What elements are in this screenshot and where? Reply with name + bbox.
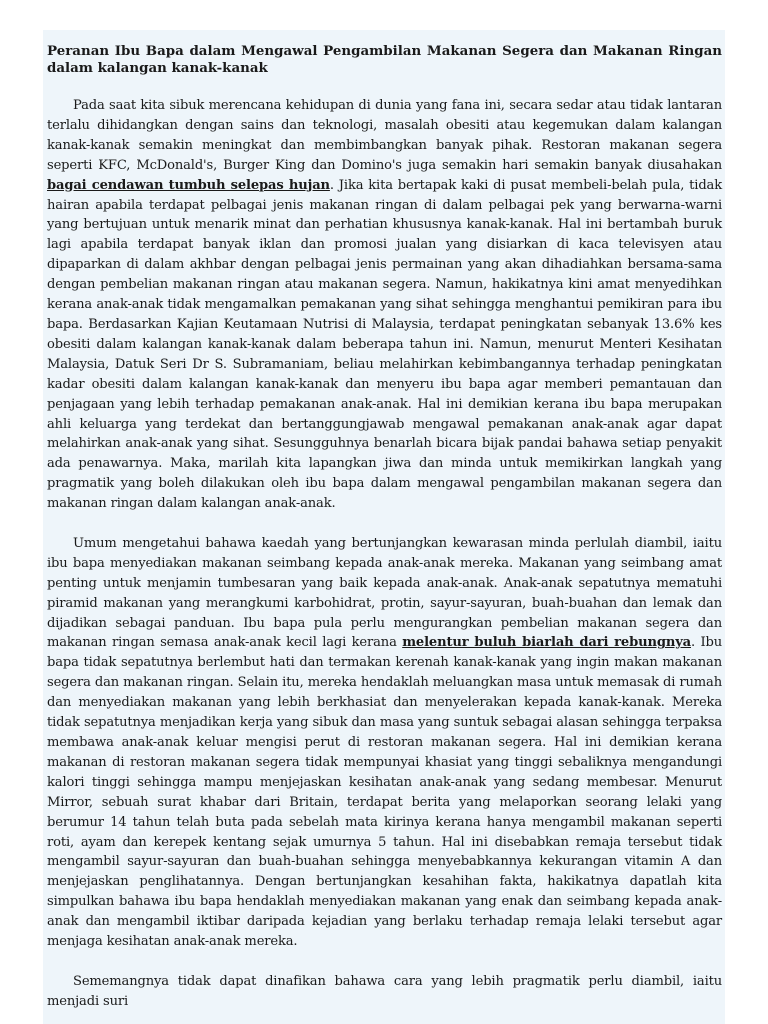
paragraph-1-text-end: . Jika kita bertapak kaki di pusat membeli-belah pula, tidak hairan apabila terdapat pelbagai jenis makanan ringan di dalam pelbagai pek yang berwarna-warni yang bertujuan untuk menarik minat dan perhatian khususnya kanak-kanak. Hal ini bertambah buruk lagi apabila terdapat banyak iklan dan promosi jualan yang disiarkan di kaca televisyen atau dipaparkan di dalam akhbar dengan pelbagai jenis permainan yang akan dihadiahkan bersama-sama dengan pembelian makanan ringan atau makanan segera. Namun, hakikatnya kini amat menyedihkan kerana anak-anak tidak mengamalkan pemakanan yang sihat sehingga menghantui pemikiran para ibu bapa. Berdasarkan Kajian Keutamaan Nutrisi di Malaysia, terdapat peningkatan sebanyak 13.6% kes obesiti dalam kalangan kanak-kanak dalam beberapa tahun ini. Namun, menurut Menteri Kesihatan Malaysia, Datuk Seri Dr S. Subramaniam, beliau melahirkan kebimbangannya terhadap peningkatan kadar obesiti dalam kalangan kanak-kanak dan menyeru ibu bapa agar memberi pemantauan dan penjagaan yang lebih terhadap pemakanan anak-anak. Hal ini demikian kerana ibu bapa merupakan ahli keluarga yang terdekat dan bertanggungjawab mengawal pemakanan anak-anak agar dapat melahirkan anak-anak yang sihat. Sesungguhnya benarlah bicara bijak pandai bahawa setiap penyakit ada penawarnya. Maka, marilah kita lapangkan jiwa dan minda untuk memikirkan langkah yang pragmatik yang boleh dilakukan oleh ibu bapa dalam mengawal pengambilan makanan segera dan makanan ringan dalam kalangan anak-anak. [47, 177, 722, 512]
paragraph-2 [47, 534, 722, 952]
document-page [43, 30, 725, 1024]
paragraph-1-idiom: bagai cendawan tumbuh selepas hujan [47, 177, 330, 193]
paragraph-3-text-start: Sememangnya tidak dapat dinafikan bahawa cara yang lebih pragmatik perlu diambil, iaitu menjadi suri [47, 973, 722, 1009]
document-body [47, 43, 722, 1024]
paragraph-1-text-start: Pada saat kita sibuk merencana kehidupan di dunia yang fana ini, secara sedar atau tidak lantaran terlalu dihidangkan dengan sains dan teknologi, masalah obesiti atau kegemukan dalam kalangan kanak-kanak semakin meningkat dan membimbangkan banyak pihak. Restoran makanan segera seperti KFC, McDonald's, Burger King dan Domino's juga semakin hari semakin banyak diusahakan [47, 98, 722, 173]
paragraph-2-text-start: Umum mengetahui bahawa kaedah yang bertunjangkan kewarasan minda perlulah diambil, iaitu ibu bapa menyediakan makanan seimbang kepada anak-anak mereka. Makanan yang seimbang amat penting untuk menjamin tumbesaran yang baik kepada anak-anak. Anak-anak sepatutnya mematuhi piramid makanan yang merangkumi karbohidrat, protin, sayur-sayuran, buah-buahan dan lemak dan dijadikan sebagai panduan. Ibu bapa pula perlu mengurangkan pembelian makanan segera dan makanan ringan semasa anak-anak kecil lagi kerana [47, 535, 722, 651]
paragraph-3 [47, 972, 722, 1012]
paragraph-2-text-end: . Ibu bapa tidak sepatutnya berlembut hati dan termakan kerenah kanak-kanak yang ingin makan makanan segera dan makanan ringan. Selain itu, mereka hendaklah meluangkan masa untuk memasak di rumah dan menyediakan makanan yang lebih berkhasiat dan menyelerakan kepada kanak-kanak. Mereka tidak sepatutnya menjadikan kerja yang sibuk dan masa yang suntuk sebagai alasan sehingga terpaksa membawa anak-anak keluar mengisi perut di restoran makanan segera. Hal ini demikian kerana makanan di restoran makanan segera tidak mempunyai khasiat yang tinggi sebaliknya mengandungi kalori tinggi sehingga mampu menjejaskan kesihatan anak-anak yang sedang membesar. Menurut Mirror, sebuah surat khabar dari Britain, terdapat berita yang melaporkan seorang lelaki yang berumur 14 tahun telah buta pada sebelah mata kirinya kerana hanya mengambil makanan seperti roti, ayam dan kerepek kentang sejak umurnya 5 tahun. Hal ini disebabkan remaja tersebut tidak mengambil sayur-sayuran dan buah-buahan sehingga menyebabkannya kekurangan vitamin A dan menjejaskan penglihatannya. Dengan bertunjangkan kesahihan fakta, hakikatnya dapatlah kita simpulkan bahawa ibu bapa hendaklah menyediakan makanan yang enak dan seimbang kepada anak-anak dan mengambil iktibar daripada kejadian yang berlaku terhadap remaja lelaki tersebut agar menjaga kesihatan anak-anak mereka. [47, 635, 723, 950]
paragraph-2-idiom: melentur buluh biarlah dari rebungnya [402, 635, 691, 651]
essay-title: Peranan Ibu Bapa dalam Mengawal Pengambilan Makanan Segera dan Makanan Ringan dalam kalangan kanak-kanak [47, 43, 722, 76]
paragraph-1 [47, 96, 722, 514]
